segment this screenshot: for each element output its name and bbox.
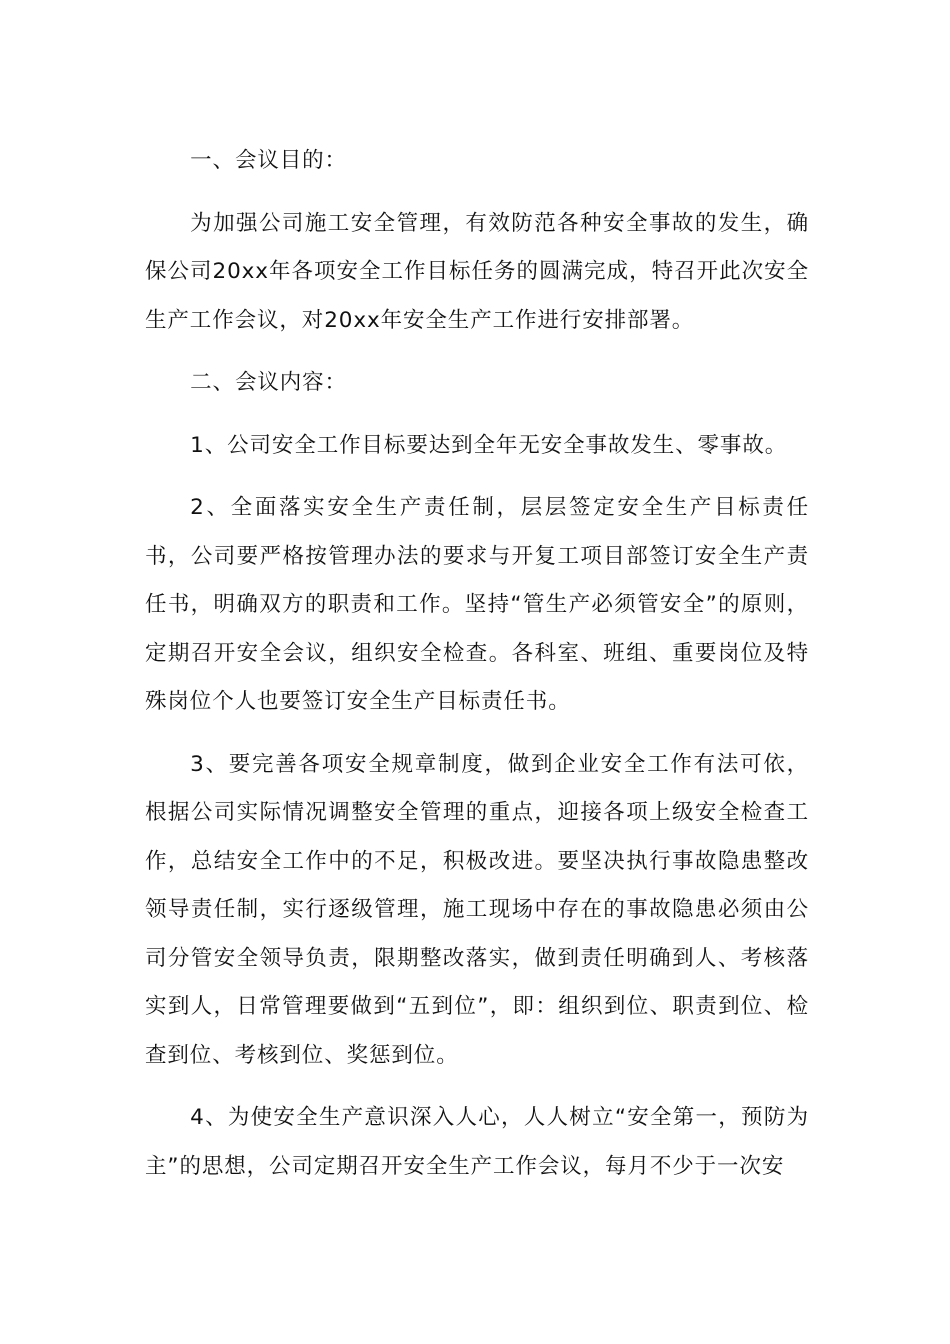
section-heading-content: 二、会议内容：	[190, 370, 347, 395]
paragraph-purpose: 为加强公司施工安全管理，有效防范各种安全事故的发生，确保公司20xx年各项安全工作目标任务的圆满完成，特召开此次安全生产工作会议，对20xx年安全生产工作进行安排部署。	[145, 210, 809, 333]
list-item-3: 3、要完善各项安全规章制度，做到企业安全工作有法可依，根据公司实际情况调整安全管理的重点，迎接各项上级安全检查工作，总结安全工作中的不足，积极改进。要坚决执行事故隐患整改领导责任制，实行逐级管理，施工现场中存在的事故隐患必须由公司分管安全领导负责，限期整改落实，做到责任明确到人、考核落实到人，日常管理要做到“五到位”，即：组织到位、职责到位、检查到位、考核到位、奖惩到位。	[145, 751, 809, 1068]
list-item-4: 4、为使安全生产意识深入人心，人人树立“安全第一，预防为主”的思想，公司定期召开安全生产工作会议，每月不少于一次安	[145, 1105, 809, 1179]
document-body	[145, 137, 809, 1205]
section-heading-purpose: 一、会议目的：	[190, 148, 347, 173]
list-item-1: 1、公司安全工作目标要达到全年无安全事故发生、零事故。	[190, 432, 788, 458]
list-item-2: 2、全面落实安全生产责任制，层层签定安全生产目标责任书，公司要严格按管理办法的要求与开复工项目部签订安全生产责任书，明确双方的职责和工作。坚持“管生产必须管安全”的原则，定期召开安全会议，组织安全检查。各科室、班组、重要岗位及特殊岗位个人也要签订安全生产目标责任书。	[145, 495, 809, 714]
